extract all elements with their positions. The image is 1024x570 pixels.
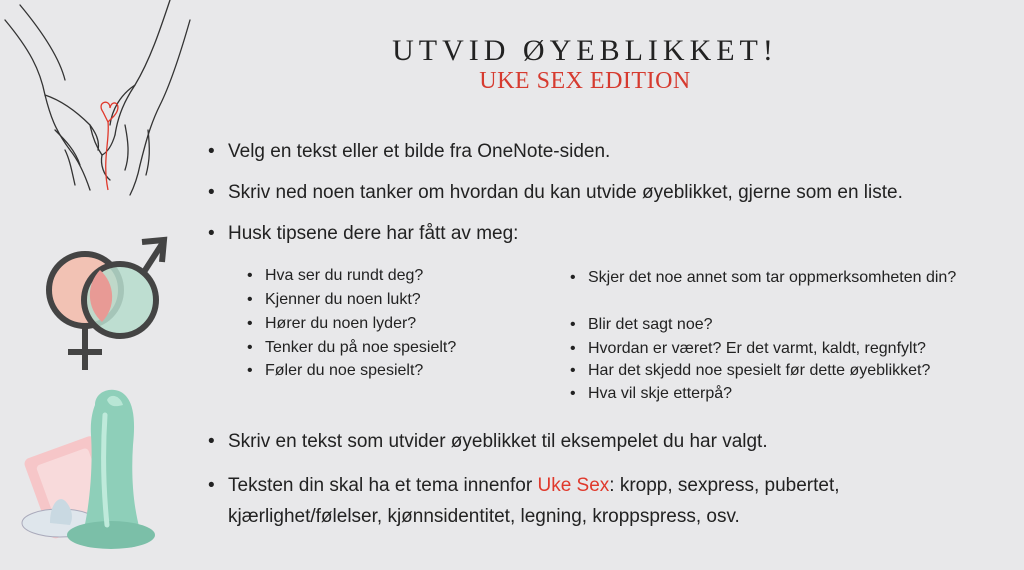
tip-left-3: • Hører du noen lyder? [245,314,416,334]
bullet-remember-tips: • Husk tipsene dere har fått av meg: [208,218,1008,249]
tip-right-5: • Hva vil skje etterpå? [568,384,1024,404]
tip-left-1: • Hva ser du rundt deg? [245,266,423,286]
tip-right-3: • Hvordan er været? Er det varmt, kaldt, regnfylt? [568,339,1024,359]
tip-left-5: • Føler du noe spesielt? [245,361,423,381]
gender-symbols-icon [30,230,170,390]
tip-right-1: • Skjer det noe annet som tar oppmerksomheten din? [568,268,1018,288]
holding-hands-illustration [0,0,200,210]
bullet-theme [208,470,988,532]
tip-left-2: • Kjenner du noen lukt? [245,290,421,310]
theme-highlight: Uke Sex [537,475,610,496]
tip-right-4: • Har det skjedd noe spesielt før dette øyeblikket? [568,361,1024,381]
theme-topics: : kropp, sexpress, pubertet, kjærlighet/følelser, kjønnsidentitet, legning, kroppspress, osv. [228,475,840,527]
tip-right-2: • Blir det sagt noe? [568,315,1024,335]
condom-illustration [15,385,185,565]
page-subtitle: UKE SEX EDITION [479,68,691,94]
tip-left-4: • Tenker du på noe spesielt? [245,338,456,358]
bullet-choose-text: • Velg en tekst eller et bilde fra OneNote-siden. [208,136,1008,167]
bullet-write-thoughts: • Skriv ned noen tanker om hvordan du kan utvide øyeblikket, gjerne som en liste. [208,177,1024,208]
bullet-write-text: • Skriv en tekst som utvider øyeblikket til eksempelet du har valgt. [208,426,1008,457]
theme-intro: Teksten din skal ha et tema innenfor [228,475,538,496]
page-title: UTVID ØYEBLIKKET! [392,34,778,67]
